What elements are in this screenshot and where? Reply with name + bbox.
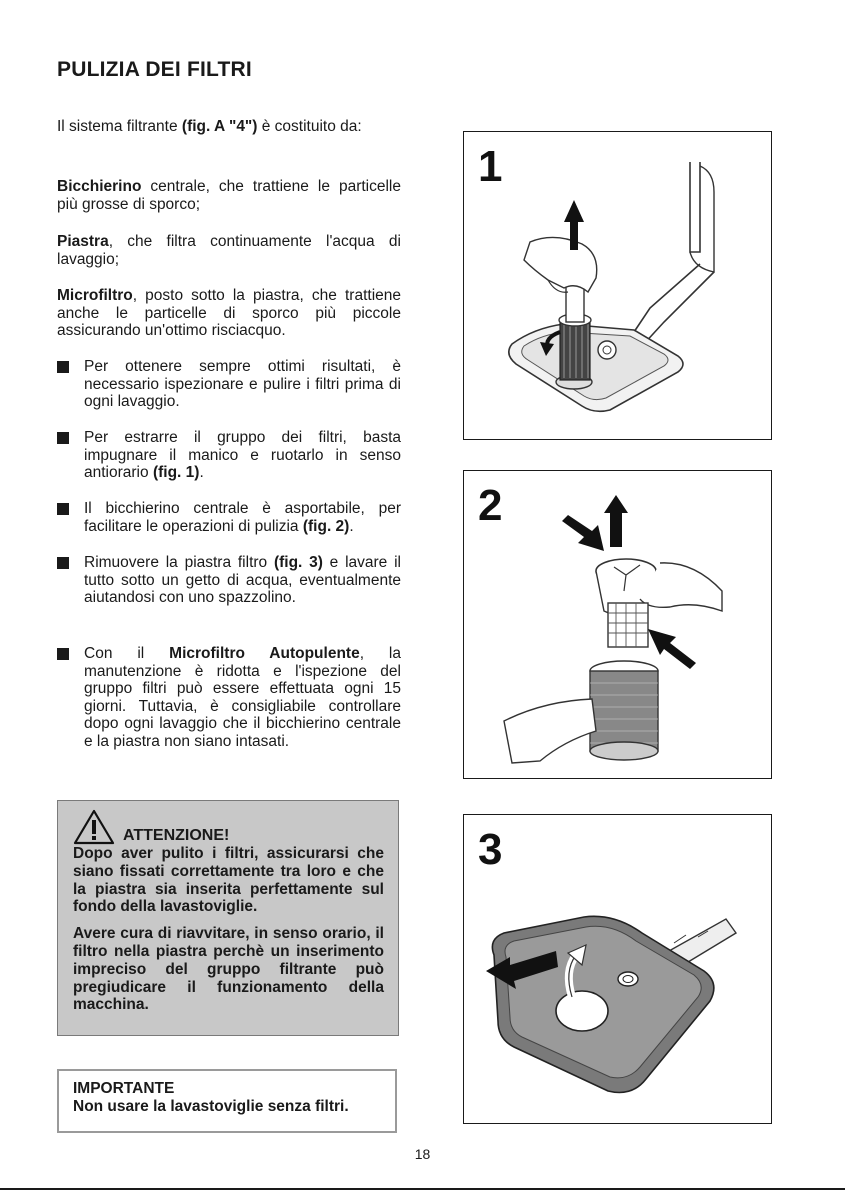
bullet-item: Con il Microfiltro Autopulente, la manutenzione è ridotta e l'ispezione del gruppo filtri può essere effettuata ogni 15 giorni. Tuttavia, è consigliabile controllare dopo ogni lavaggio che il bicchierino centrale e la piastra non siano intasati. [57,645,401,751]
bullet-square-icon [57,432,69,444]
bullet-square-icon [57,361,69,373]
warning-triangle-icon [73,809,115,845]
warning-paragraph-1: Dopo aver pulito i filtri, assicurarsi che siano fissati correttamente tra loro e che la piastra sia inserita perfettamente sul fondo della lavastoviglie. [73,845,384,916]
cup-removal-illustration [464,471,771,778]
figure-number: 1 [478,142,503,191]
item-bicchierino: Bicchierino centrale, che trattiene le particelle più grosse di sporco; [57,178,401,213]
figure-number: 2 [478,481,503,530]
page-number: 18 [414,1146,431,1162]
warning-box [57,800,399,1036]
important-box [57,1069,397,1133]
bullet-square-icon [57,557,69,569]
important-text: Non usare la lavastoviglie senza filtri. [73,1098,349,1115]
figure-3 [463,814,772,1124]
bullet-square-icon [57,648,69,660]
figure-2 [463,470,772,779]
important-title: IMPORTANTE [73,1080,175,1097]
bullet-square-icon [57,503,69,515]
bottom-rule [0,1188,845,1190]
figure-1 [463,131,772,440]
warning-paragraph-2: Avere cura di riavvitare, in senso orario, il filtro nella piastra perchè un inserimento impreciso del gruppo filtrante può pregiudicare il funzionamento della macchina. [73,925,384,1014]
figure-number: 3 [478,825,503,874]
bullet-item: Per estrarre il gruppo dei filtri, basta impugnare il manico e ruotarlo in senso antiorario (fig. 1). [57,429,401,482]
bullet-item: Il bicchierino centrale è asportabile, per facilitare le operazioni di pulizia (fig. 2). [57,500,401,535]
filter-removal-illustration [464,132,771,439]
page-title: PULIZIA DEI FILTRI [57,58,252,81]
bullet-item: Per ottenere sempre ottimi risultati, è necessario ispezionare e pulire i filtri prima di ogni lavaggio. [57,358,401,411]
item-microfiltro: Microfiltro, posto sotto la piastra, che trattiene anche le particelle di sporco più piccole assicurando un'ottimo risciacquo. [57,287,401,340]
warning-title: ATTENZIONE! [123,827,230,844]
item-piastra: Piastra, che filtra continuamente l'acqua di lavaggio; [57,233,401,268]
bullet-item: Rimuovere la piastra filtro (fig. 3) e lavare il tutto sotto un getto di acqua, eventualmente aiutandosi con uno spazzolino. [57,554,401,607]
plate-removal-illustration [464,815,772,1123]
intro-paragraph: Il sistema filtrante (fig. A "4") è costituito da: [57,118,362,135]
